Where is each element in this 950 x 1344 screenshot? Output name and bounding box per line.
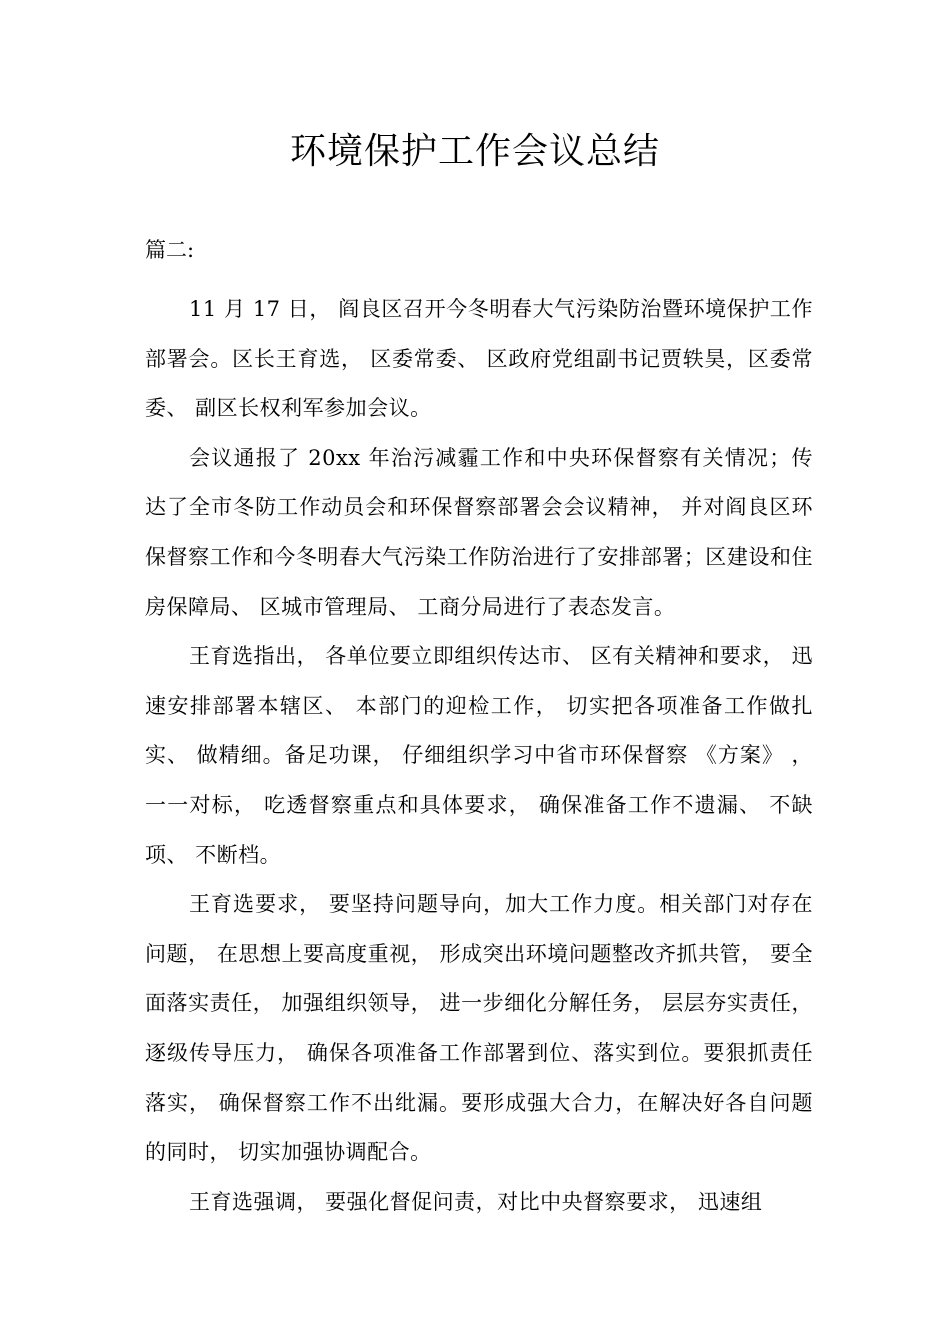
paragraph: 王育选要求， 要坚持问题导向，加大工作力度。相关部门对存在问题， 在思想上要高度重视， 形成突出环境问题整改齐抓共管， 要全面落实责任， 加强组织领导， 进一步细化分解任务， 层层夯实责任， 逐级传导压力， 确保各项准备工作部署到位、落实到位。要狠抓责任落实， 确保督察工作不出纰漏。要形成强大合力，在解决好各自问题的同时， 切实加强协调配合。 xyxy=(145,892,813,1165)
paragraph: 王育选强调， 要强化督促问责，对比中央督察要求， 迅速组 xyxy=(189,1189,763,1214)
section-label: 篇二: xyxy=(145,238,195,262)
paragraph: 王育选指出， 各单位要立即组织传达市、 区有关精神和要求， 迅速安排部署本辖区、 本部门的迎检工作， 切实把各项准备工作做扎实、 做精细。备足功课， 仔细组织学习中省市环保督察 《方案》 ， 一一对标， 吃透督察重点和具体要求， 确保准备工作不遗漏、 不缺项、 不断档。 xyxy=(145,644,813,867)
document-body xyxy=(145,285,813,1227)
paragraph: 11 月 17 日， 阎良区召开今冬明春大气污染防治暨环境保护工作部署会。区长王育选， 区委常委、 区政府党组副书记贾轶昊，区委常委、 副区长权利军参加会议。 xyxy=(145,297,813,421)
document-title: 环境保护工作会议总结 xyxy=(289,131,660,172)
paragraph: 会议通报了 20xx 年治污减霾工作和中央环保督察有关情况；传达了全市冬防工作动员会和环保督察部署会会议精神， 并对阎良区环保督察工作和今冬明春大气污染工作防治进行了安排部署；区建设和住房保障局、 区城市管理局、 工商分局进行了表态发言。 xyxy=(145,445,813,619)
